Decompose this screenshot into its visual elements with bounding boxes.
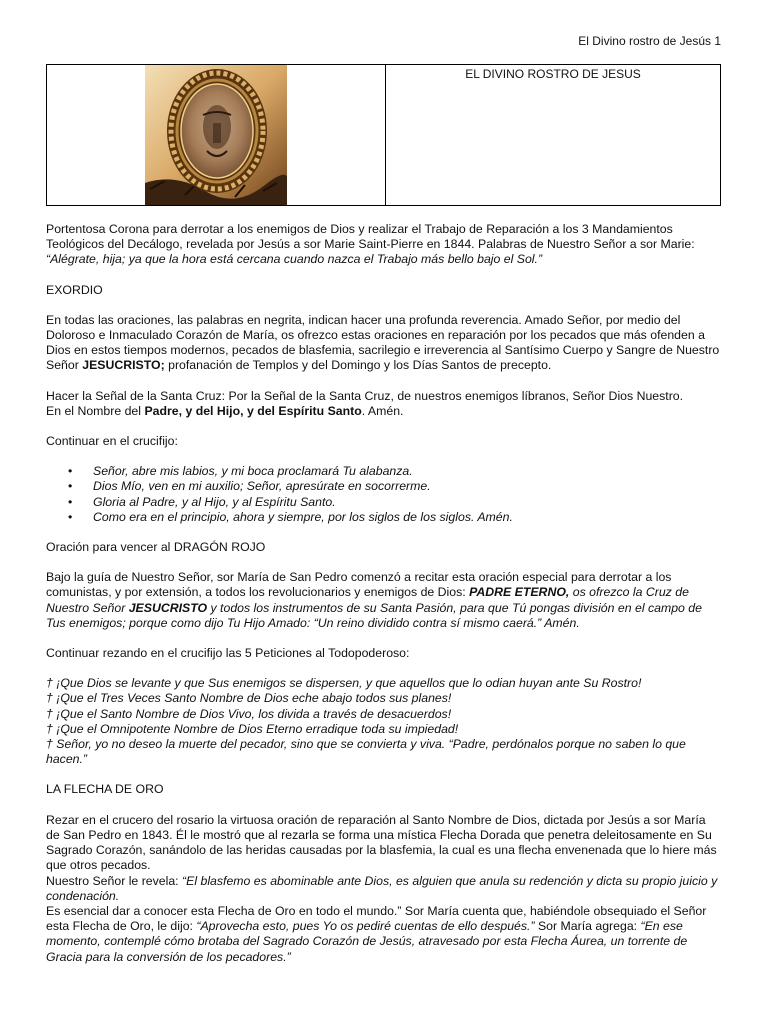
list-item: • Señor, abre mis labios, y mi boca proclamará Tu alabanza. xyxy=(93,464,722,479)
flecha-text-3-mid: Sor María agrega: xyxy=(534,919,641,934)
list-item: • Como era en el principio, ahora y siempre, por los siglos de los siglos. Amén. xyxy=(93,510,722,525)
flecha-heading: LA FLECHA DE ORO xyxy=(46,782,164,797)
title-cell xyxy=(386,65,720,205)
dragon-bold-1: PADRE ETERNO, xyxy=(469,585,570,600)
exordio-text-end: profanación de Templos y del Domingo y los Días Santos de precepto. xyxy=(164,358,552,373)
intro-paragraph xyxy=(46,222,722,268)
dragon-heading: Oración para vencer al DRAGÓN ROJO xyxy=(46,540,266,555)
dragon-bold-2: JESUCRISTO xyxy=(128,600,208,615)
flecha-quote-3a: “Aprovecha esto, pues Yo os pediré cuentas de ello después.” xyxy=(196,919,535,934)
list-item: † ¡Que el Santo Nombre de Dios Vivo, los divida a través de desacuerdos! xyxy=(46,706,452,721)
exordio-text: En todas las oraciones, las palabras en negrita, indican hacer una profunda reverencia. Amado Señor, por medio del Doloroso e Inmaculado Corazón de María, os ofrezco estas oraciones en reparación por los pecados que más ofenden a Dios en estos tiempos modernos, pecados de blasfemia, sacrilegio e irreverencia al Santísimo Cuerpo y Sangre de Nuestro Señor xyxy=(46,312,720,373)
document-body xyxy=(46,222,722,980)
flecha-paragraph-3 xyxy=(46,904,722,965)
crucifix-list xyxy=(46,464,722,525)
list-item: † ¡Que el Tres Veces Santo Nombre de Dios eche abajo todos sus planes! xyxy=(46,691,452,706)
dragon-text: Bajo la guía de Nuestro Señor, sor María de San Pedro comenzó a recitar esta oración especial para derrotar a los comunistas, y por extensión, a todos los revolucionarios y enemigos de Dios: xyxy=(46,570,672,600)
exordio-paragraph xyxy=(46,313,722,374)
list-item: • Dios Mío, ven en mi auxilio; Señor, apresúrate en socorrerme. xyxy=(93,479,722,494)
exordio-bold: JESUCRISTO; xyxy=(82,358,165,373)
sign-line-2-post: . Amén. xyxy=(361,403,404,418)
flecha-quote-2: “El blasfemo es abominable ante Dios, es alguien que anula su redención y dicta su propio juicio y condenación. xyxy=(46,873,718,903)
sign-line-1: Hacer la Señal de la Santa Cruz: Por la Señal de la Santa Cruz, de nuestros enemigos líbranos, Señor Dios Nuestro. xyxy=(46,388,684,403)
intro-quote: “Alégrate, hija; ya que la hora está cercana cuando nazca el Trabajo más bello bajo el Sol.” xyxy=(46,252,543,267)
dragon-italic-1: os ofrezco la Cruz de Nuestro Señor xyxy=(46,585,689,615)
sign-line-2 xyxy=(46,404,722,419)
holy-face-medal-image xyxy=(145,65,287,205)
dragon-italic-2: y todos los instrumentos de su Santa Pasión, para que Tú pongas división en el campo de Tus enemigos; porque como dijo Tu Hijo Amado: “Un reino dividido contra sí mismo caerá.” Amén. xyxy=(46,600,702,630)
flecha-paragraph-2 xyxy=(46,874,722,904)
sign-line-2-bold: Padre, y del Hijo, y del Espíritu Santo xyxy=(144,403,362,418)
intro-text: Portentosa Corona para derrotar a los enemigos de Dios y realizar el Trabajo de Reparación a los 3 Mandamientos Teológicos del Decálogo, revelada por Jesús a sor Marie Saint-Pierre en 1844. Palabras de Nuestro Señor a sor Marie: xyxy=(46,222,695,252)
peticiones-heading: Continuar rezando en el crucifijo las 5 Peticiones al Todopoderoso: xyxy=(46,646,410,661)
list-item: † ¡Que el Omnipotente Nombre de Dios Eterno erradique toda su impiedad! xyxy=(46,721,459,736)
header-table xyxy=(46,64,721,206)
peticiones-list xyxy=(46,676,722,767)
sign-line-2-pre: En el Nombre del xyxy=(46,403,145,418)
dragon-paragraph xyxy=(46,570,722,631)
crucifix-heading: Continuar en el crucifijo: xyxy=(46,434,178,449)
document-title: EL DIVINO ROSTRO DE JESUS xyxy=(465,67,641,81)
page-header: El Divino rostro de Jesús 1 xyxy=(578,34,721,48)
list-item: † ¡Que Dios se levante y que Sus enemigos se dispersen, y que aquellos que lo odian huyan ante Su Rostro! xyxy=(46,676,642,691)
image-cell xyxy=(47,65,386,205)
list-item: † Señor, yo no deseo la muerte del pecador, sino que se convierta y viva. “Padre, perdónalos porque no saben lo que hacen.” xyxy=(46,737,686,767)
flecha-paragraph-1: Rezar en el crucero del rosario la virtuosa oración de reparación al Santo Nombre de Dios, dictada por Jesús a sor María de San Pedro en 1843. Él le mostró que al rezarla se forma una mística Flecha Dorada que penetra deleitosamente en Su Sagrado Corazón, sanándolo de las heridas causadas por la blasfemia, la cual es una flecha envenenada que lo hiere más que otros pecados. xyxy=(46,812,717,873)
flecha-text-2-pre: Nuestro Señor le revela: xyxy=(46,873,183,888)
list-item: • Gloria al Padre, y al Hijo, y al Espíritu Santo. xyxy=(93,495,722,510)
flecha-quote-3b: “En ese momento, contemplé cómo brotaba del Sagrado Corazón de Jesús, atravesado por esta Flecha Áurea, un torrente de Gracia para la conversión de los pecadores.” xyxy=(46,919,688,964)
flecha-text-3-pre: Es esencial dar a conocer esta Flecha de Oro en todo el mundo.” Sor María cuenta que, habiéndole obsequiado el Señor esta Flecha de Oro, le dijo: xyxy=(46,903,707,934)
exordio-heading: EXORDIO xyxy=(46,282,103,297)
